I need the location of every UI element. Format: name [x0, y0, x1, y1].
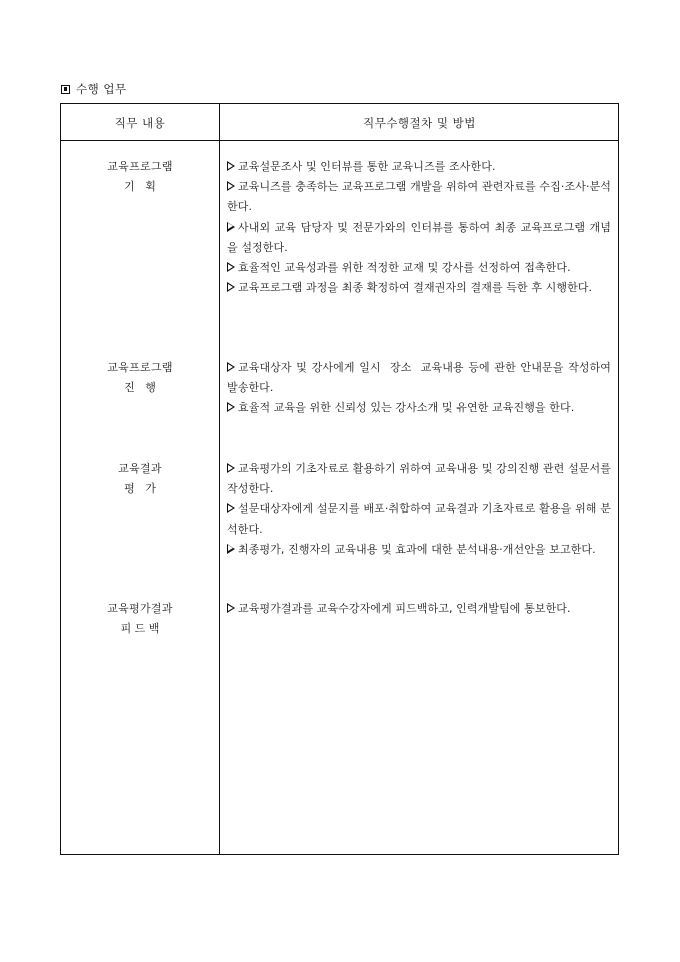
triangle-bullet-icon [227, 181, 235, 191]
procedure-cell-evaluation [227, 459, 611, 560]
triangle-bullet-icon [227, 282, 235, 292]
header-duty: 직무 내용 [114, 116, 166, 130]
duty-line1: 교육프로그램 [107, 160, 173, 173]
triangle-bullet-icon [227, 161, 235, 171]
duty-cell-evaluation [61, 459, 219, 499]
duty-line2: 진 행 [124, 381, 156, 394]
section-title [61, 81, 127, 97]
duty-line2: 기 획 [124, 180, 156, 193]
procedure-item: 설문대상자에게 설문지를 배포·취합하여 교육결과 기초자료로 활용을 위해 분석한다. [227, 502, 611, 536]
column-divider [219, 104, 220, 854]
procedure-item: 교육프로그램 과정을 최종 확정하여 결재권자의 결재를 득한 후 시행한다. [227, 278, 611, 298]
duty-line1: 교육평가결과 [107, 602, 173, 615]
triangle-bullet-icon [227, 463, 235, 473]
procedure-item: 사내외 교육 담당자 및 전문가와의 인터뷰를 통하여 최종 교육프로그램 개념을 설정한다. [227, 220, 611, 254]
triangle-bullet-icon [227, 402, 235, 412]
triangle-bullet-icon [227, 503, 235, 513]
triangle-bullet-icon [227, 362, 235, 372]
duty-line2: 평 가 [124, 482, 156, 495]
square-bullet-icon [61, 85, 70, 94]
duty-cell-execution [61, 358, 219, 398]
procedure-item: 교육대상자 및 강사에게 일시 장소 교육내용 등에 관한 안내문을 작성하여 발송한다. [227, 361, 615, 395]
duty-cell-planning [61, 157, 219, 197]
procedure-cell-feedback [227, 599, 611, 619]
duty-cell-feedback [61, 599, 219, 639]
triangle-bullet-icon [227, 603, 235, 613]
procedure-item: 교육설문조사 및 인터뷰를 통한 교육니즈를 조사한다. [227, 157, 611, 177]
header-divider [61, 140, 618, 141]
procedure-item: 교육평가결과를 교육수강자에게 피드백하고, 인력개발팀에 통보한다. [227, 599, 611, 619]
procedure-item: 최종평가, 진행자의 교육내용 및 효과에 대한 분석내용·개선안을 보고한다. [227, 540, 611, 560]
duty-line1: 교육프로그램 [107, 361, 173, 374]
procedure-item: 효율적인 교육성과를 위한 적정한 교재 및 강사를 선정하여 접촉한다. [227, 258, 611, 278]
procedure-item: 효율적 교육을 위한 신뢰성 있는 강사소개 및 유연한 교육진행을 한다. [227, 398, 611, 418]
duty-line2: 피 드 백 [120, 622, 160, 635]
triangle-bullet-icon [227, 222, 235, 232]
triangle-bullet-icon [227, 544, 235, 554]
duty-line1: 교육결과 [118, 462, 162, 475]
procedure-item: 교육니즈를 충족하는 교육프로그램 개발을 위하여 관련자료를 수집·조사·분석한다. [227, 180, 611, 214]
section-title-text: 수행 업무 [76, 82, 127, 96]
duty-table [60, 103, 619, 855]
procedure-cell-execution [227, 358, 615, 419]
procedure-item: 교육평가의 기초자료로 활용하기 위하여 교육내용 및 강의진행 관련 설문서를 작성한다. [227, 462, 611, 496]
procedure-cell-planning [227, 157, 611, 298]
header-procedure: 직무수행절차 및 방법 [363, 116, 476, 130]
triangle-bullet-icon [227, 262, 235, 272]
